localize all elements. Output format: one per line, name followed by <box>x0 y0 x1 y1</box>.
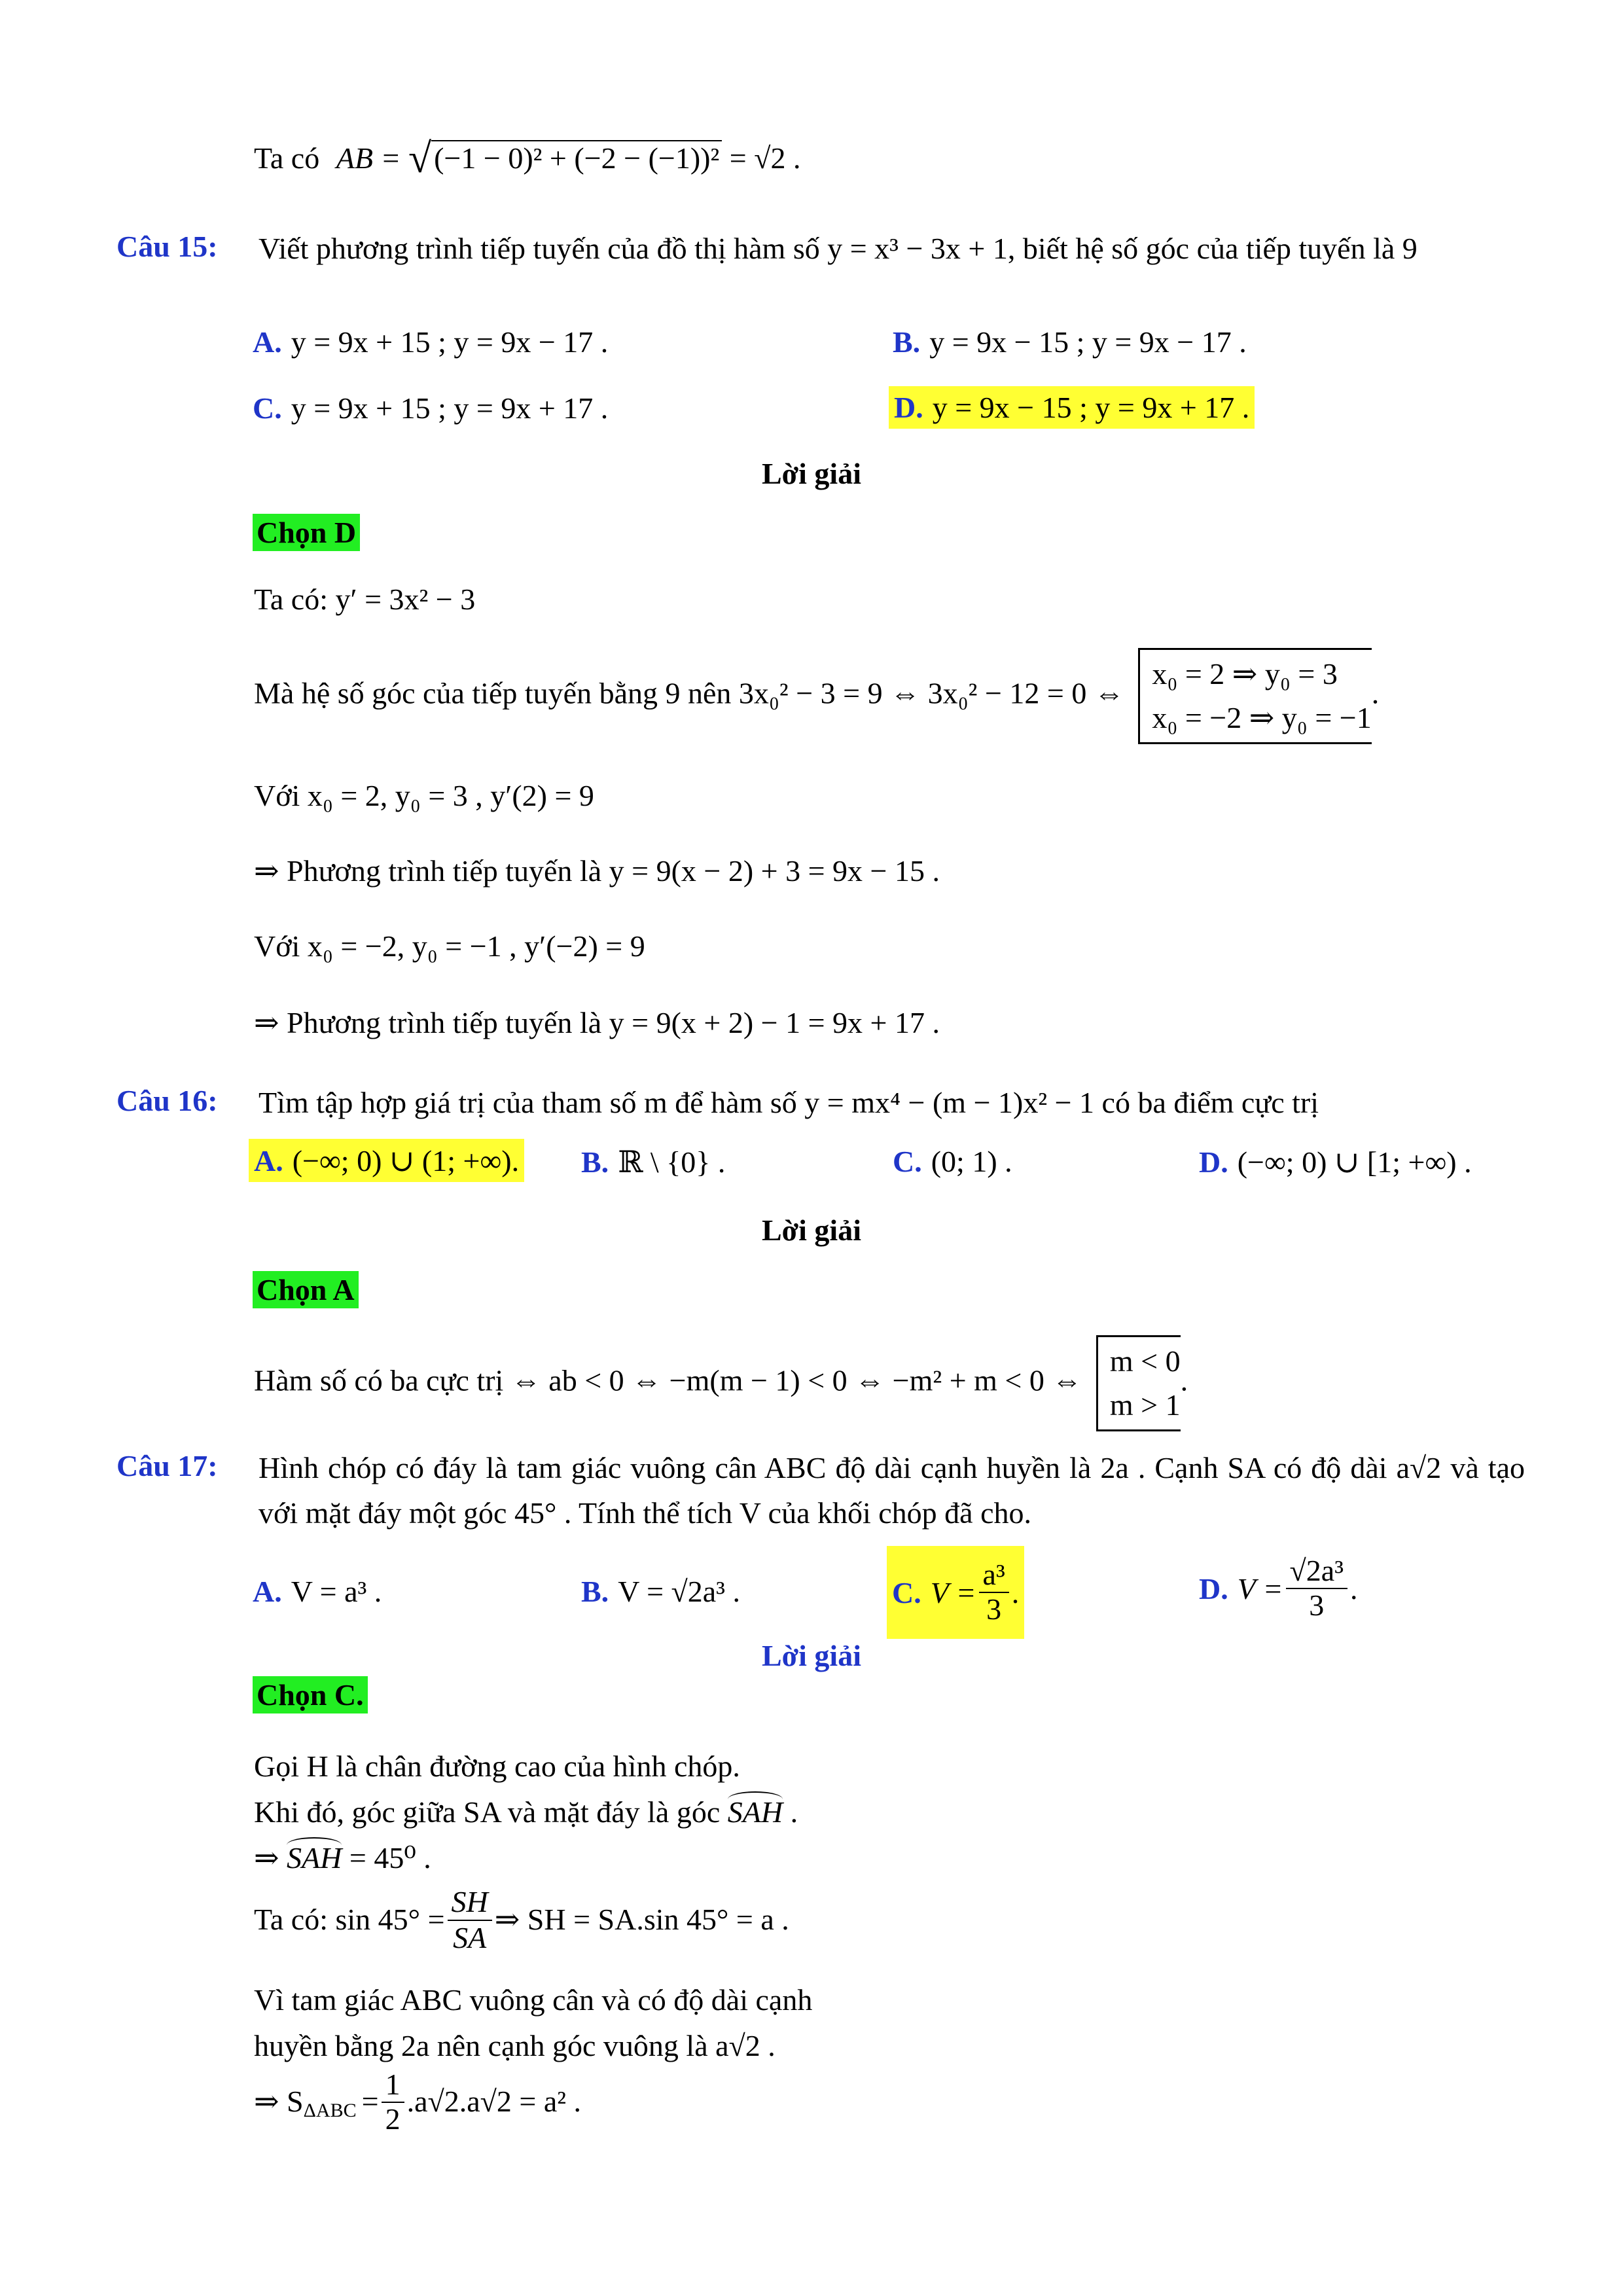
q15-case-2: x₀ = −2 ⇒ y₀ = −1 <box>1152 700 1372 734</box>
q15-line-4: ⇒ Phương trình tiếp tuyến là y = 9(x − 2) + 3 = 9x − 15 . <box>254 854 940 888</box>
q17-solution-title: Lời giải <box>762 1639 861 1672</box>
q16-case-1: m < 0 <box>1109 1344 1181 1378</box>
ab-lhs: AB = <box>336 141 401 175</box>
q15-solution-title: Lời giải <box>762 457 861 490</box>
question-15-text: Viết phương trình tiếp tuyến của đồ thị hàm số y = x³ − 3x + 1, biết hệ số góc của tiếp tuyến là 9 <box>259 232 1418 265</box>
question-16-label: Câu 16: <box>116 1084 218 1117</box>
q17-line-7-eq: = <box>361 2085 379 2119</box>
q15-option-a[interactable] <box>253 325 608 359</box>
q17-option-c-lhs: V = <box>930 1575 976 1609</box>
q15-option-c-text: y = 9x + 15 ; y = 9x + 17 . <box>291 391 609 425</box>
q15-option-b[interactable] <box>893 325 1247 359</box>
q17-chosen-answer: Chọn C. <box>253 1676 368 1713</box>
question-15-label: Câu 15: <box>116 230 218 263</box>
q17-option-a[interactable] <box>253 1574 382 1609</box>
q16-option-b-key: B. <box>581 1145 609 1179</box>
q17-line-4-text: Ta có: sin 45° = <box>254 1903 445 1937</box>
q17-line-3 <box>254 1841 431 1876</box>
q16-option-d-key: D. <box>1199 1145 1228 1179</box>
q17-line-4-result: ⇒ SH = SA.sin 45° = a . <box>494 1903 789 1937</box>
q16-option-d-text: (−∞; 0) ∪ [1; +∞) . <box>1237 1145 1472 1179</box>
ta-co-text: Ta có <box>254 141 320 175</box>
q15-line-2-text: Mà hệ số góc của tiếp tuyến bằng 9 nên 3x₀² − 3 = 9 ⇔ 3x₀² − 12 = 0 ⇔ <box>254 676 1124 710</box>
q15-option-c[interactable] <box>253 391 608 425</box>
q15-option-a-key: A. <box>253 325 282 359</box>
q16-case-2: m > 1 <box>1109 1388 1181 1422</box>
q15-line-5: Với x₀ = −2, y₀ = −1 , y′(−2) = 9 <box>254 929 645 963</box>
q17-option-c[interactable]: C. V = $\frac{\text{a³}}{3}$ . <box>887 1546 1024 1639</box>
q17-line-7-sub: ΔABC <box>303 2100 357 2122</box>
q17-line-7 <box>254 2068 581 2136</box>
q15-line-2: Mà hệ số góc của tiếp tuyến bằng 9 nên 3x₀² − 3 = 9 ⇔ 3x₀² − 12 = 0 ⇔ x₀ = 2 ⇒ y₀ = 3 x₀ = −2 ⇒ y₀ = −1. <box>254 648 1379 744</box>
q17-line-6: huyền bằng 2a nên cạnh góc vuông là a√2 . <box>254 2029 776 2062</box>
q17-option-b-text: V = √2a³ . <box>618 1575 740 1608</box>
q17-option-d-fraction <box>1286 1554 1347 1622</box>
q17-option-c-den: 3 <box>986 1592 1002 1626</box>
q17-line-2: Khi đó, góc giữa SA và mặt đáy là góc SAH . <box>254 1795 798 1830</box>
q17-line-3-value: = 45⁰ . <box>349 1841 431 1874</box>
q17-line-3-arrow: ⇒ <box>254 1841 279 1874</box>
q17-line-4-fraction <box>448 1885 492 1956</box>
q15-option-b-key: B. <box>893 325 921 359</box>
q17-line-4-den: SA <box>453 1920 487 1954</box>
q15-option-d[interactable] <box>889 386 1255 429</box>
q17-option-d-key: D. <box>1199 1571 1228 1605</box>
question-17-text: Hình chóp có đáy là tam giác vuông cân ABC độ dài cạnh huyền là 2a . Cạnh SA có độ dài a√2 và tạo với mặt đáy một góc 45° . Tính thể tích V của khối chóp đã cho. <box>259 1451 1525 1530</box>
q15-option-d-text: y = 9x − 15 ; y = 9x + 17 . <box>932 391 1250 424</box>
q16-option-c-key: C. <box>893 1145 922 1178</box>
q17-line-4 <box>254 1885 789 1956</box>
ab-distance-line: Ta có AB = √(−1 − 0)² + (−2 − (−1))² = √2 . <box>254 135 801 181</box>
q15-case-bracket <box>1138 648 1371 744</box>
q17-line-5: Vì tam giác ABC vuông cân và có độ dài cạnh <box>254 1983 813 2017</box>
q17-line-7-result: .a√2.a√2 = a² . <box>406 2085 582 2119</box>
q15-line-6: ⇒ Phương trình tiếp tuyến là y = 9(x + 2) − 1 = 9x + 17 . <box>254 1006 940 1039</box>
q17-line-2-text: Khi đó, góc giữa SA và mặt đáy là góc <box>254 1795 721 1829</box>
q16-option-a-text: (−∞; 0) ∪ (1; +∞). <box>292 1144 520 1177</box>
q16-option-a-key: A. <box>254 1144 283 1177</box>
q15-option-c-key: C. <box>253 391 282 425</box>
q17-angle-sah-2: SAH <box>287 1837 342 1874</box>
q17-option-c-fraction <box>979 1558 1009 1626</box>
q15-option-b-text: y = 9x − 15 ; y = 9x − 17 . <box>929 325 1247 359</box>
q16-solution-title: Lời giải <box>762 1213 861 1247</box>
q17-line-4-num: SH <box>448 1885 492 1921</box>
q16-option-d[interactable] <box>1199 1144 1472 1179</box>
q16-line-text: Hàm số có ba cực trị ⇔ ab < 0 ⇔ −m(m − 1) < 0 ⇔ −m² + m < 0 ⇔ <box>254 1363 1082 1397</box>
q17-line-7-lhs: ⇒ S <box>254 2085 304 2119</box>
q15-case-1: x₀ = 2 ⇒ y₀ = 3 <box>1152 657 1338 691</box>
question-17-label: Câu 17: <box>116 1449 218 1482</box>
q16-option-c-text: (0; 1) . <box>931 1145 1012 1178</box>
q17-option-b[interactable] <box>581 1574 740 1609</box>
q16-case-bracket <box>1096 1335 1181 1431</box>
q15-line-1: Ta có: y′ = 3x² − 3 <box>254 583 476 616</box>
q16-option-b[interactable] <box>581 1144 725 1179</box>
q17-option-b-key: B. <box>581 1575 609 1608</box>
q17-option-c-key: C. <box>892 1575 921 1609</box>
q17-option-d[interactable]: D. V = $\frac{\text{√2a³}}{3}$ . <box>1199 1554 1358 1622</box>
q17-option-c-num: a³ <box>979 1558 1009 1593</box>
q17-angle-sah: SAH <box>728 1791 783 1829</box>
q16-chosen-answer: Chọn A <box>253 1271 359 1308</box>
q17-line-7-num: 1 <box>382 2068 404 2103</box>
q15-option-d-key: D. <box>894 391 923 424</box>
q17-option-a-text: V = a³ . <box>291 1575 382 1608</box>
q15-chosen-answer: Chọn D <box>253 514 360 551</box>
q17-option-a-key: A. <box>253 1575 282 1608</box>
q16-option-b-text: ℝ \ {0} . <box>618 1145 726 1179</box>
q17-line-7-den: 2 <box>385 2102 401 2136</box>
q16-line: Hàm số có ba cực trị ⇔ ab < 0 ⇔ −m(m − 1) < 0 ⇔ −m² + m < 0 ⇔ m < 0 m > 1. <box>254 1335 1188 1431</box>
ab-radicand: (−1 − 0)² + (−2 − (−1))² <box>431 140 722 175</box>
q17-option-d-den: 3 <box>1309 1588 1325 1622</box>
q15-line-3: Với x₀ = 2, y₀ = 3 , y′(2) = 9 <box>254 779 594 812</box>
q17-line-1: Gọi H là chân đường cao của hình chóp. <box>254 1749 740 1783</box>
q17-option-d-lhs: V = <box>1237 1571 1283 1605</box>
q17-line-7-fraction <box>382 2068 404 2136</box>
ab-rhs: = √2 . <box>729 141 801 175</box>
q17-option-d-num: √2a³ <box>1286 1554 1347 1589</box>
q15-option-a-text: y = 9x + 15 ; y = 9x − 17 . <box>291 325 609 359</box>
question-16-text: Tìm tập hợp giá trị của tham số m để hàm số y = mx⁴ − (m − 1)x² − 1 có ba điểm cực trị <box>259 1086 1319 1119</box>
q16-option-a[interactable] <box>249 1139 524 1182</box>
q16-option-c[interactable] <box>893 1144 1012 1179</box>
